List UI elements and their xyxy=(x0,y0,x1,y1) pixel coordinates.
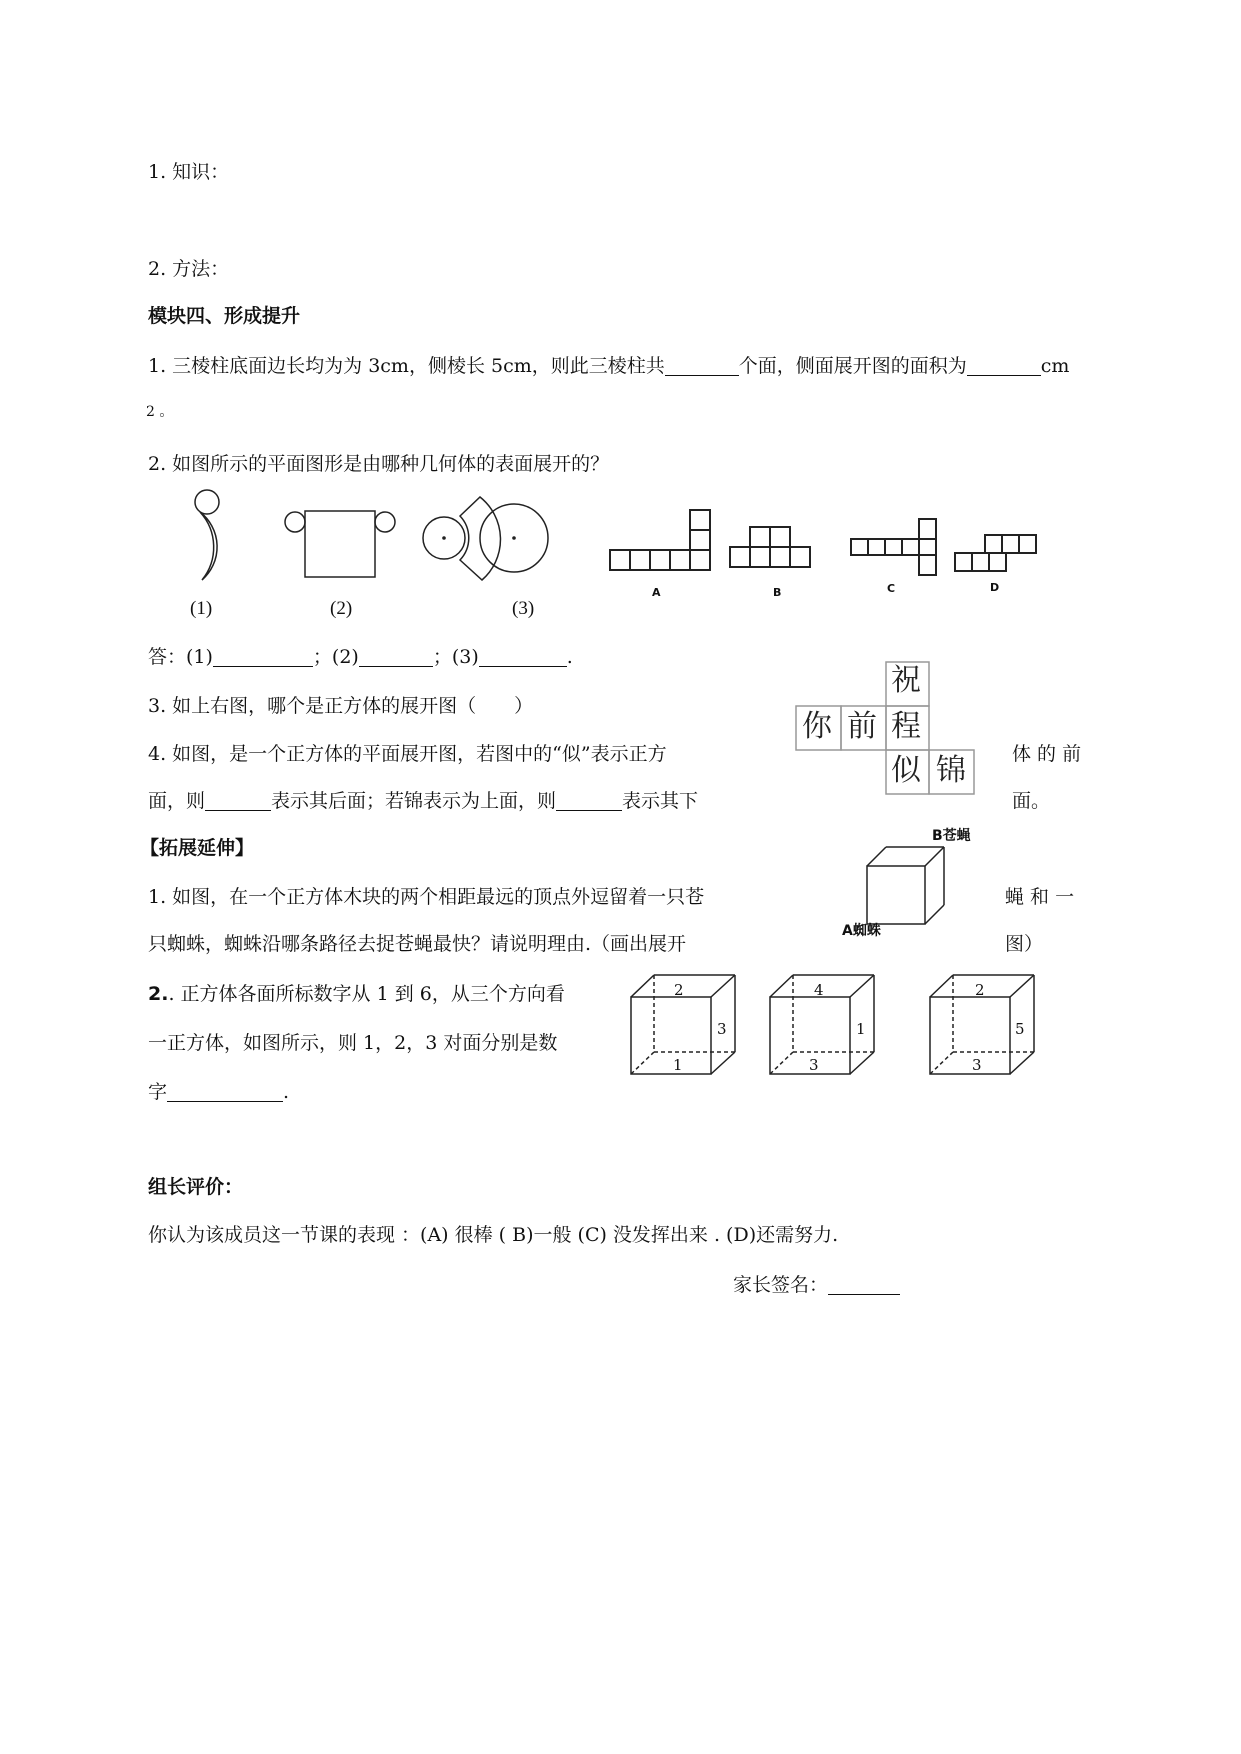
module4-q4-line2 xyxy=(148,792,698,811)
extension-heading: 【拓展延伸】 xyxy=(140,837,255,859)
figure-3-frustum-net xyxy=(422,494,562,584)
q1-text-c: cm xyxy=(1040,355,1070,377)
extension-q2-number: 2. xyxy=(148,983,169,1005)
module4-q4-line2-tail: 面。 xyxy=(1012,790,1051,812)
cube-1-right: 3 xyxy=(717,1020,727,1038)
net-option-a xyxy=(610,506,710,586)
numbered-cube-2 xyxy=(769,974,879,1076)
evaluation-text: 你认为该成员这一节课的表现 ：(A) 很棒 ( B)一般 (C) 没发挥出来 . (D)还需努力. xyxy=(148,1224,839,1246)
cube-net-char-ni: 你 xyxy=(802,709,832,744)
q4-text-c1: 面，则 xyxy=(148,790,206,812)
q4-text-c3: 表示其下 xyxy=(622,790,699,812)
q1-blank-faces[interactable] xyxy=(665,357,739,376)
module4-q2: 2. 如图所示的平面图形是由哪种几何体的表面展开的？ xyxy=(148,453,610,475)
q2-text-a: . 正方体各面所标数字从 1 到 6，从三个方向看 xyxy=(168,983,565,1005)
q4-text-c2: 表示其后面；若锦表示为上面，则 xyxy=(271,790,557,812)
cube-1-top: 2 xyxy=(674,981,684,999)
cube-net-char-cheng: 程 xyxy=(891,709,921,744)
module4-q4-line1: 4. 如图，是一个正方体的平面展开图，若图中的“似”表示正方 xyxy=(148,743,667,765)
numbered-cube-3 xyxy=(929,974,1039,1076)
cube-3-front: 3 xyxy=(972,1056,982,1074)
cube-3-top: 2 xyxy=(975,981,985,999)
q1-unit-superscript: 2 。 xyxy=(146,404,174,420)
figure-1-cone-net xyxy=(190,488,250,588)
evaluation-heading: 组长评价： xyxy=(148,1176,244,1198)
module4-heading: 模块四、形成提升 xyxy=(148,305,301,327)
answer-3-blank[interactable] xyxy=(479,648,567,667)
cube-net-char-si: 似 xyxy=(891,753,921,788)
fly-label: B苍蝇 xyxy=(932,828,971,844)
net-option-c xyxy=(851,517,941,587)
knowledge-label: 1. 知识： xyxy=(148,161,230,183)
module4-q3: 3. 如上右图，哪个是正方体的展开图（ ） xyxy=(148,695,534,717)
parent-signature-label: 家长签名： xyxy=(733,1274,829,1296)
q2-text-c: 字 xyxy=(148,1081,168,1103)
extension-q1-line2-tail: 图） xyxy=(1005,933,1044,955)
answer-3-label: ；(3) xyxy=(432,646,479,668)
net-option-b xyxy=(730,525,810,585)
q4-blank-bottom[interactable] xyxy=(556,792,622,811)
cube-net-char-jin: 锦 xyxy=(936,753,966,788)
cube-spider-fly-figure xyxy=(866,846,956,926)
cube-net-char-qian: 前 xyxy=(847,709,877,744)
answer-1-label: 答：(1) xyxy=(148,646,213,668)
parent-signature-blank[interactable] xyxy=(828,1276,900,1295)
q1-blank-area[interactable] xyxy=(967,357,1041,376)
q2-answer-blank[interactable] xyxy=(167,1083,283,1102)
cube-1-front: 1 xyxy=(673,1056,683,1074)
answer-2-blank[interactable] xyxy=(359,648,433,667)
module4-q1 xyxy=(148,357,1069,376)
method-label: 2. 方法： xyxy=(148,258,230,280)
module4-q4-line1-tail: 体 的 前 xyxy=(1012,743,1082,765)
q1-text-b: 个面，侧面展开图的面积为 xyxy=(738,355,967,377)
cube-2-right: 1 xyxy=(856,1020,866,1038)
answer-1-blank[interactable] xyxy=(213,648,313,667)
cube-net-char-zhu: 祝 xyxy=(891,663,921,698)
cube-2-top: 4 xyxy=(814,981,824,999)
net-option-d xyxy=(955,533,1035,583)
extension-q1-line2: 只蜘蛛，蜘蛛沿哪条路径去捉苍蝇最快？请说明理由.（画出展开 xyxy=(148,933,687,955)
figure-2-cylinder-net xyxy=(284,508,394,578)
q2-text-end: . xyxy=(283,1081,290,1103)
spider-label: A蜘蛛 xyxy=(842,923,881,939)
net-option-c-label: C xyxy=(887,582,896,595)
q4-blank-back[interactable] xyxy=(205,792,271,811)
figure-1-label: (1) xyxy=(190,598,213,619)
cube-2-front: 3 xyxy=(809,1056,819,1074)
extension-q2-line3 xyxy=(148,1083,289,1102)
extension-q1-line1-tail: 蝇 和 一 xyxy=(1005,886,1075,908)
extension-q2-line1 xyxy=(148,985,565,1004)
net-option-a-label: A xyxy=(652,586,661,599)
figure-2-label: (2) xyxy=(330,598,353,619)
answer-end: . xyxy=(566,646,573,668)
figure-3-label: (3) xyxy=(512,598,535,619)
cube-net-figure xyxy=(796,662,986,794)
net-option-b-label: B xyxy=(773,586,782,599)
q2-answer-line xyxy=(148,648,573,667)
q1-text-a: 1. 三棱柱底面边长均为为 3cm，侧棱长 5cm，则此三棱柱共 xyxy=(148,355,665,377)
numbered-cube-1 xyxy=(630,974,740,1076)
net-option-d-label: D xyxy=(990,581,1000,594)
parent-signature-line xyxy=(733,1276,900,1295)
answer-2-label: ；(2) xyxy=(312,646,359,668)
cube-3-right: 5 xyxy=(1015,1020,1025,1038)
extension-q2-line2: 一正方体，如图所示，则 1，2，3 对面分别是数 xyxy=(148,1032,558,1054)
extension-q1-line1: 1. 如图，在一个正方体木块的两个相距最远的顶点外逗留着一只苍 xyxy=(148,886,705,908)
